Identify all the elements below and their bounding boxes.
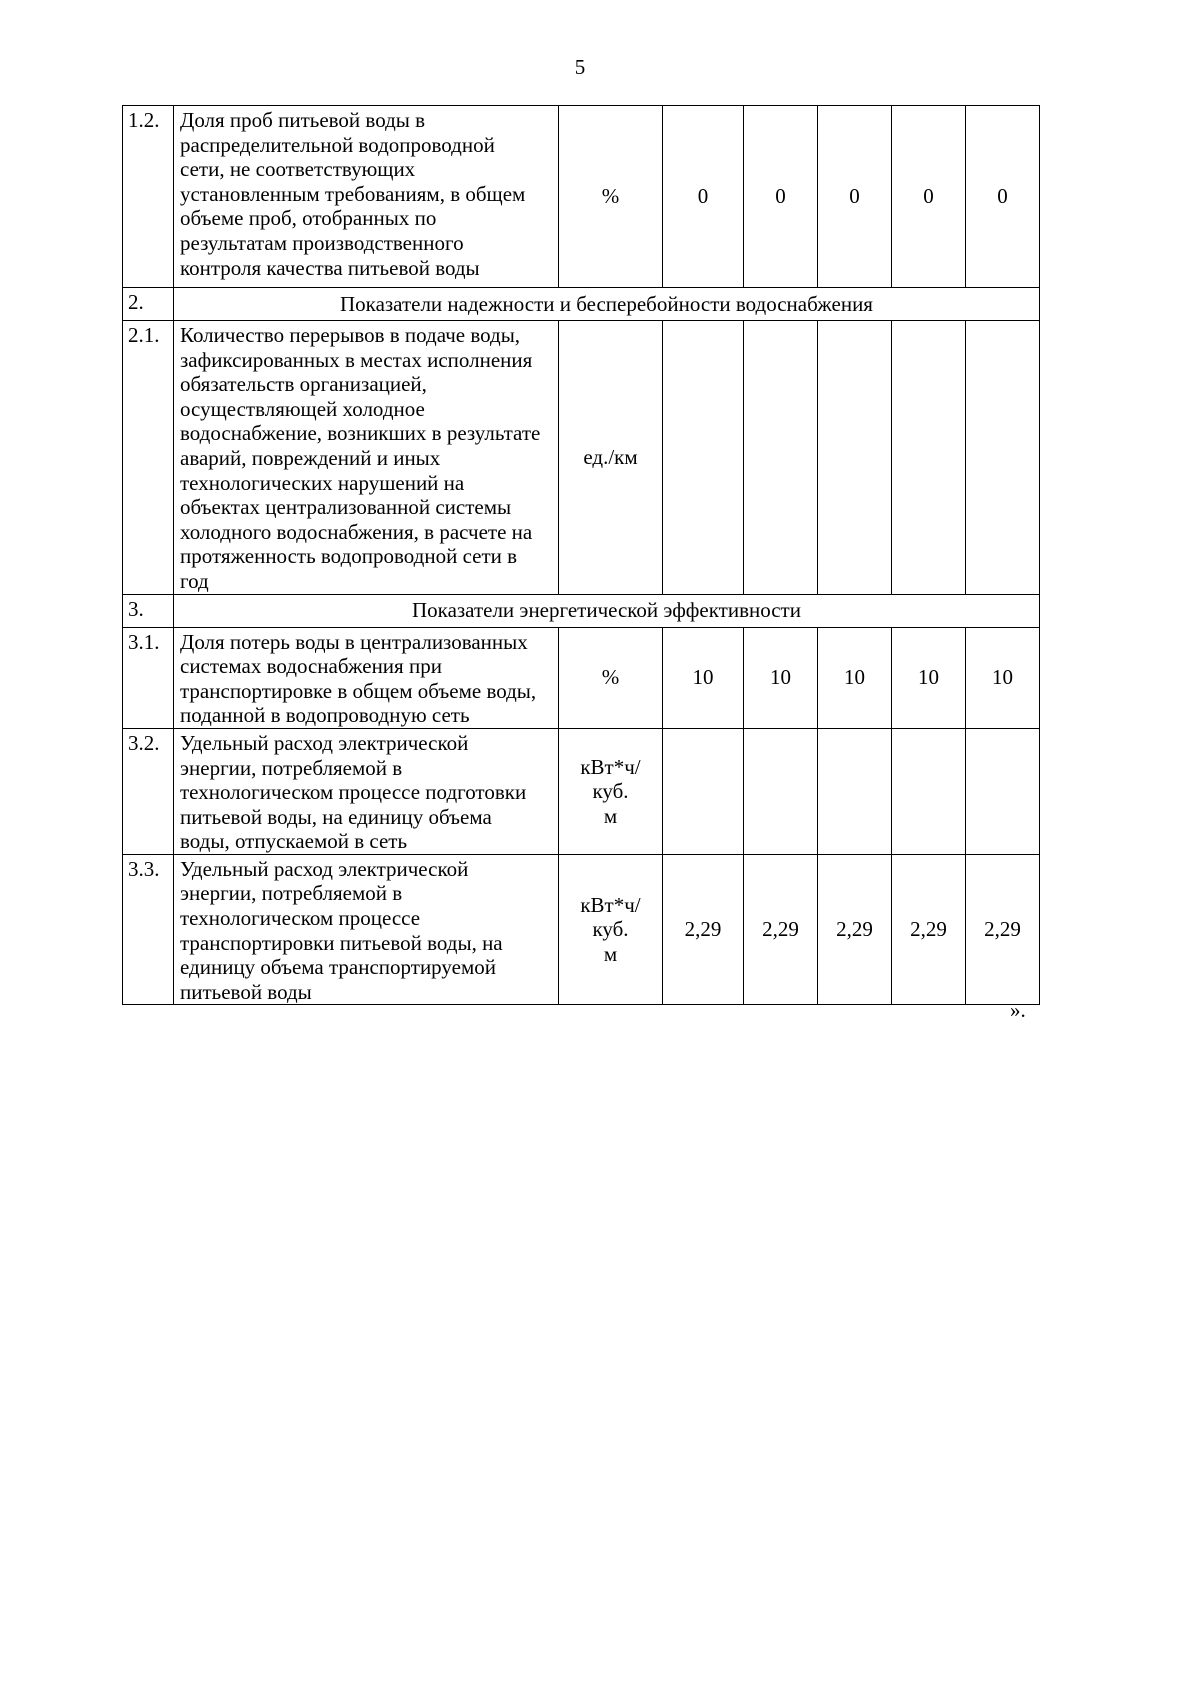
indicator-name-line: год bbox=[180, 568, 209, 593]
value-cell-year-4: 0 bbox=[892, 106, 966, 288]
section-row bbox=[123, 594, 1040, 627]
unit-line: % bbox=[601, 665, 620, 690]
value-cell-year-1 bbox=[663, 728, 744, 854]
section-title-cell: Показатели надежности и бесперебойности водоснабжения bbox=[174, 288, 1040, 321]
value-cell-year-2: 10 bbox=[744, 627, 818, 728]
section-row bbox=[123, 288, 1040, 321]
indicator-name-line: распределительной водопроводной bbox=[180, 132, 495, 157]
indicator-name-line: Удельный расход электрической bbox=[180, 730, 469, 755]
unit-cell bbox=[559, 321, 663, 595]
row-number-cell: 3.1. bbox=[123, 627, 174, 728]
row-number-cell: 2. bbox=[123, 288, 174, 321]
indicator-name-line: технологических нарушений на bbox=[180, 470, 465, 495]
indicator-name-line: Удельный расход электрической bbox=[180, 856, 469, 881]
value-cell-year-2: 2,29 bbox=[744, 854, 818, 1005]
value-cell-year-3 bbox=[818, 728, 892, 854]
indicator-name-line: системах водоснабжения при bbox=[180, 654, 442, 679]
row-number-cell: 2.1. bbox=[123, 321, 174, 595]
value-cell-year-3 bbox=[818, 321, 892, 595]
indicator-name-line: поданной в водопроводную сеть bbox=[180, 703, 470, 728]
value-cell-year-5: 0 bbox=[966, 106, 1040, 288]
unit-line: ед./км bbox=[583, 444, 638, 469]
table-row bbox=[123, 854, 1040, 1005]
value-cell-year-4 bbox=[892, 728, 966, 854]
indicator-name-line: водоснабжение, возникших в результате bbox=[180, 421, 541, 446]
row-number-cell: 3.3. bbox=[123, 854, 174, 1005]
indicator-name-cell bbox=[174, 627, 559, 728]
unit-line: м bbox=[603, 941, 618, 966]
indicator-name-line: сети, не соответствующих bbox=[180, 157, 416, 182]
indicator-name-cell bbox=[174, 728, 559, 854]
indicator-name-line: воды, отпускаемой в сеть bbox=[180, 829, 408, 854]
unit-line: % bbox=[601, 184, 620, 209]
indicator-name-line: транспортировке в общем объеме воды, bbox=[180, 678, 537, 703]
row-number-cell: 1.2. bbox=[123, 106, 174, 288]
value-cell-year-2 bbox=[744, 321, 818, 595]
indicator-name-line: объектах централизованной системы bbox=[180, 495, 512, 520]
indicator-name-line: технологическом процессе подготовки bbox=[180, 780, 527, 805]
indicator-name-cell bbox=[174, 321, 559, 595]
unit-cell bbox=[559, 854, 663, 1005]
value-cell-year-4 bbox=[892, 321, 966, 595]
indicator-name-line: осуществляющей холодное bbox=[180, 396, 425, 421]
value-cell-year-5 bbox=[966, 321, 1040, 595]
row-number-cell: 3. bbox=[123, 594, 174, 627]
indicator-name-line: единицу объема транспортируемой bbox=[180, 955, 496, 980]
table-row bbox=[123, 321, 1040, 595]
value-cell-year-1 bbox=[663, 321, 744, 595]
indicator-name-line: протяженность водопроводной сети в bbox=[180, 544, 518, 569]
indicator-name-line: энергии, потребляемой в bbox=[180, 881, 403, 906]
indicators-table bbox=[122, 105, 1040, 1005]
indicator-name-line: объеме проб, отобранных по bbox=[180, 206, 437, 231]
value-cell-year-3: 0 bbox=[818, 106, 892, 288]
closing-quote: ». bbox=[1010, 998, 1026, 1022]
unit-cell bbox=[559, 627, 663, 728]
indicator-name-line: питьевой воды bbox=[180, 979, 312, 1004]
table-row bbox=[123, 728, 1040, 854]
indicator-name-line: технологическом процессе bbox=[180, 906, 421, 931]
value-cell-year-5: 10 bbox=[966, 627, 1040, 728]
section-title-cell: Показатели энергетической эффективности bbox=[174, 594, 1040, 627]
value-cell-year-4: 2,29 bbox=[892, 854, 966, 1005]
value-cell-year-5: 2,29 bbox=[966, 854, 1040, 1005]
value-cell-year-3: 2,29 bbox=[818, 854, 892, 1005]
indicator-name-line: аварий, повреждений и иных bbox=[180, 445, 441, 470]
unit-line: кВт*ч/куб. bbox=[580, 892, 641, 942]
indicator-name-line: Доля проб питьевой воды в bbox=[180, 108, 426, 132]
indicator-name-cell bbox=[174, 106, 559, 288]
unit-cell bbox=[559, 728, 663, 854]
value-cell-year-1: 10 bbox=[663, 627, 744, 728]
indicator-name-line: обязательств организацией, bbox=[180, 372, 427, 397]
table-row bbox=[123, 106, 1040, 288]
indicator-name-line: питьевой воды, на единицу объема bbox=[180, 804, 492, 829]
unit-line: кВт*ч/куб. bbox=[580, 754, 641, 804]
unit-line: м bbox=[603, 803, 618, 828]
value-cell-year-4: 10 bbox=[892, 627, 966, 728]
indicator-name-line: холодного водоснабжения, в расчете на bbox=[180, 519, 533, 544]
indicator-name-line: Количество перерывов в подаче воды, bbox=[180, 323, 521, 347]
indicator-name-line: Доля потерь воды в централизованных bbox=[180, 629, 528, 654]
value-cell-year-2 bbox=[744, 728, 818, 854]
indicator-name-line: контроля качества питьевой воды bbox=[180, 255, 480, 280]
indicator-name-line: зафиксированных в местах исполнения bbox=[180, 347, 533, 372]
unit-cell bbox=[559, 106, 663, 288]
page-number: 5 bbox=[574, 55, 586, 79]
value-cell-year-2: 0 bbox=[744, 106, 818, 288]
indicator-name-cell bbox=[174, 854, 559, 1005]
indicator-name-line: энергии, потребляемой в bbox=[180, 755, 403, 780]
value-cell-year-1: 2,29 bbox=[663, 854, 744, 1005]
indicator-name-line: транспортировки питьевой воды, на bbox=[180, 930, 503, 955]
indicator-name-line: установленным требованиям, в общем bbox=[180, 181, 526, 206]
indicator-name-line: результатам производственного bbox=[180, 230, 464, 255]
row-number-cell: 3.2. bbox=[123, 728, 174, 854]
value-cell-year-3: 10 bbox=[818, 627, 892, 728]
value-cell-year-5 bbox=[966, 728, 1040, 854]
table-row bbox=[123, 627, 1040, 728]
value-cell-year-1: 0 bbox=[663, 106, 744, 288]
